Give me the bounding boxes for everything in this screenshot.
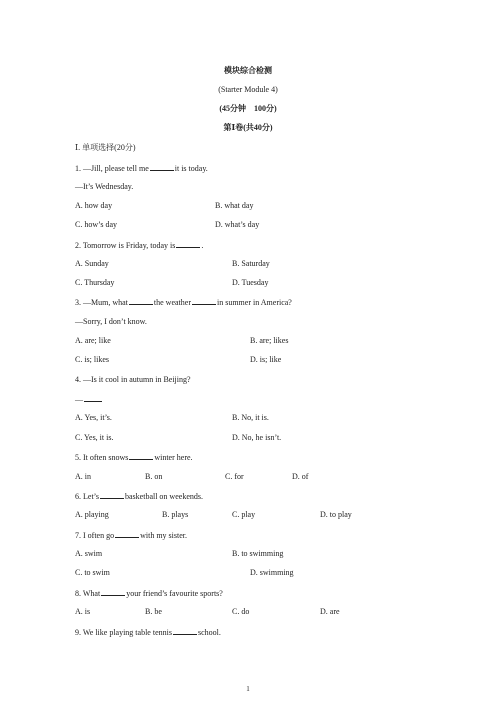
stem-text: 2. Tomorrow is Friday, today is: [75, 241, 176, 250]
q3-option-a: A. are; like: [75, 336, 111, 345]
question-3-reply: —Sorry, I don’t know.: [75, 317, 147, 326]
q5-option-a: A. in: [75, 472, 91, 481]
q8-option-b: B. be: [145, 607, 162, 616]
question-2-stem: [75, 240, 203, 251]
q6-option-c: C. play: [232, 510, 256, 519]
q4-option-c: C. Yes, it is.: [75, 433, 114, 442]
question-4-reply: [75, 394, 103, 405]
q8-option-a: A. is: [75, 607, 91, 616]
q1-option-b: B. what day: [215, 201, 254, 210]
q3-option-c: C. is; likes: [75, 355, 110, 364]
stem-text: 5. It often snows: [75, 453, 129, 462]
question-4-stem: 4. —Is it cool in autumn in Beijing?: [75, 375, 191, 384]
stem-text: the weather: [153, 298, 191, 307]
question-1-stem: [75, 163, 208, 174]
question-7-stem: [75, 530, 187, 541]
answer-blank: [150, 163, 174, 171]
q1-option-a: A. how day: [75, 201, 113, 210]
answer-blank: [101, 588, 125, 596]
time-score: (45分钟 100分): [219, 104, 277, 113]
question-8-stem: [75, 588, 223, 599]
q8-option-d: D. are: [320, 607, 340, 616]
stem-text: .: [201, 241, 204, 250]
q1-option-d: D. what’s day: [215, 220, 260, 229]
question-9-stem: [75, 627, 221, 638]
stem-text: winter here.: [154, 453, 193, 462]
page-number: 1: [246, 685, 250, 693]
q7-option-c: C. to swim: [75, 568, 110, 577]
question-5-stem: [75, 452, 193, 463]
q2-option-d: D. Tuesday: [232, 278, 269, 287]
question-1-reply: —It’s Wednesday.: [75, 182, 134, 191]
stem-text: with my sister.: [140, 531, 187, 540]
q5-option-c: C. for: [225, 472, 244, 481]
stem-text: 1. —Jill, please tell me: [75, 164, 149, 173]
answer-blank: [100, 491, 124, 499]
q4-option-d: D. No, he isn’t.: [232, 433, 282, 442]
q5-option-b: B. on: [145, 472, 163, 481]
q2-option-c: C. Thursday: [75, 278, 115, 287]
answer-blank: [192, 297, 216, 305]
answer-blank: [129, 297, 153, 305]
answer-blank: [173, 627, 197, 635]
q8-option-c: C. do: [232, 607, 250, 616]
q7-option-d: D. swimming: [250, 568, 294, 577]
q5-option-d: D. of: [292, 472, 309, 481]
stem-text: 9. We like playing table tennis: [75, 628, 172, 637]
q4-option-a: A. Yes, it’s.: [75, 413, 112, 422]
q6-option-b: B. plays: [162, 510, 189, 519]
stem-text: 6. Let’s: [75, 492, 99, 501]
document-title: 模块综合检测: [224, 66, 272, 75]
section-heading: Ⅰ. 单项选择(20分): [75, 143, 136, 152]
q3-option-b: B. are; likes: [250, 336, 289, 345]
q7-option-a: A. swim: [75, 549, 103, 558]
stem-text: —: [75, 395, 83, 404]
stem-text: school.: [197, 628, 221, 637]
stem-text: 7. I often go: [75, 531, 115, 540]
stem-text: 8. What: [75, 589, 101, 598]
stem-text: 3. —Mum, what: [75, 298, 128, 307]
part-title: 第Ⅰ卷(共40分): [223, 123, 273, 132]
answer-blank: [84, 394, 102, 402]
stem-text: in summer in America?: [216, 298, 292, 307]
stem-text: it is today.: [174, 164, 208, 173]
q3-option-d: D. is; like: [250, 355, 282, 364]
answer-blank: [176, 240, 200, 248]
question-6-stem: [75, 491, 203, 502]
q6-option-d: D. to play: [320, 510, 352, 519]
q2-option-a: A. Sunday: [75, 259, 109, 268]
stem-text: basketball on weekends.: [125, 492, 203, 501]
q2-option-b: B. Saturday: [232, 259, 270, 268]
question-3-stem: [75, 297, 292, 308]
q6-option-a: A. playing: [75, 510, 109, 519]
q4-option-b: B. No, it is.: [232, 413, 269, 422]
document-subtitle: (Starter Module 4): [218, 85, 278, 94]
q1-option-c: C. how’s day: [75, 220, 117, 229]
answer-blank: [115, 530, 139, 538]
q7-option-b: B. to swimming: [232, 549, 284, 558]
answer-blank: [129, 452, 153, 460]
stem-text: your friend’s favourite sports?: [126, 589, 223, 598]
